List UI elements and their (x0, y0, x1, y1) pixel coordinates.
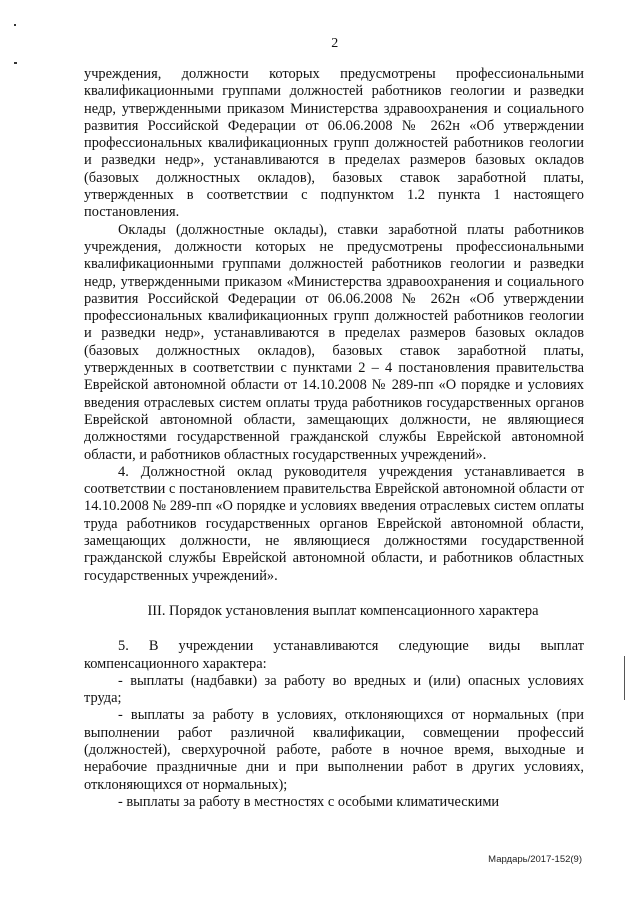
paragraph-item-5: 5. В учреждении устанавливаются следующие виды выплат компенсационного характера: (84, 638, 584, 672)
paragraph-continuation: учреждения, должности которых предусмотрены профессиональными квалификационными группами должностей работников геологии и разведки недр, утвержденными приказом Министерства здравоохранения и социального развития Российской Федерации от 06.06.2008 № 262н «Об утверждении профессиональных квалификационных групп должностей работников геологии и разведки недр», устанавливаются в пределах размеров базовых окладов (базовых должностных окладов), базовых ставок заработной платы, утвержденных в соответствии с подпунктом 1.2 пункта 1 настоящего постановления. (84, 66, 584, 221)
footer-document-code: Мардарь/2017-152(9) (488, 854, 582, 865)
scan-mark-right (624, 656, 625, 700)
list-item-abnormal-conditions: - выплаты за работу в условиях, отклоняющихся от нормальных (при выполнении работ различной квалификации, совмещении профессий (должностей), сверхурочной работе, работе в ночное время, выходные и нерабочие праздничные дни и при выполнении работ в других условиях, отклоняющихся от нормальных); (84, 707, 584, 793)
document-body (84, 66, 584, 811)
scan-mark-top (14, 24, 16, 26)
list-item-harmful-conditions: - выплаты (надбавки) за работу во вредных и (или) опасных условиях труда; (84, 672, 584, 707)
section-heading: III. Порядок установления выплат компенсационного характера (147, 602, 539, 619)
paragraph-salaries: Оклады (должностные оклады), ставки заработной платы работников учреждения, должности которых не предусмотрены профессиональными квалификационными группами должностей работников геологии и разведки недр, утвержденными приказом «Министерства здравоохранения и социального развития Российской Федерации от 06.06.2008 № 262н «Об утверждении профессиональных квалификационных групп должностей работников геологии и разведки недр», устанавливаются в пределах размеров базовых окладов (базовых должностных окладов), базовых ставок заработной платы, утвержденных в соответствии с пунктами 2 – 4 постановления правительства Еврейской автономной области от 14.10.2008 № 289-пп «О порядке и условиях введения отраслевых систем оплаты труда работников государственных органов Еврейской автономной области, замещающих должности, не являющиеся должностями государственной гражданской службы Еврейской автономной области, и работников областных государственных учреждений». (84, 221, 584, 463)
paragraph-item-4: 4. Должностной оклад руководителя учреждения устанавливается в соответствии с постановлением правительства Еврейской автономной области от 14.10.2008 № 289-пп «О порядке и условиях введения отраслевых систем оплаты труда работников государственных органов Еврейской автономной области, замещающих должности, не являющиеся должностями государственной гражданской службы Еврейской автономной области, и работников областных государственных учреждений». (84, 463, 584, 584)
page-number: 2 (331, 36, 339, 51)
list-item-climatic-conditions: - выплаты за работу в местностях с особыми климатическими (118, 793, 500, 810)
scan-mark-left (14, 62, 17, 64)
